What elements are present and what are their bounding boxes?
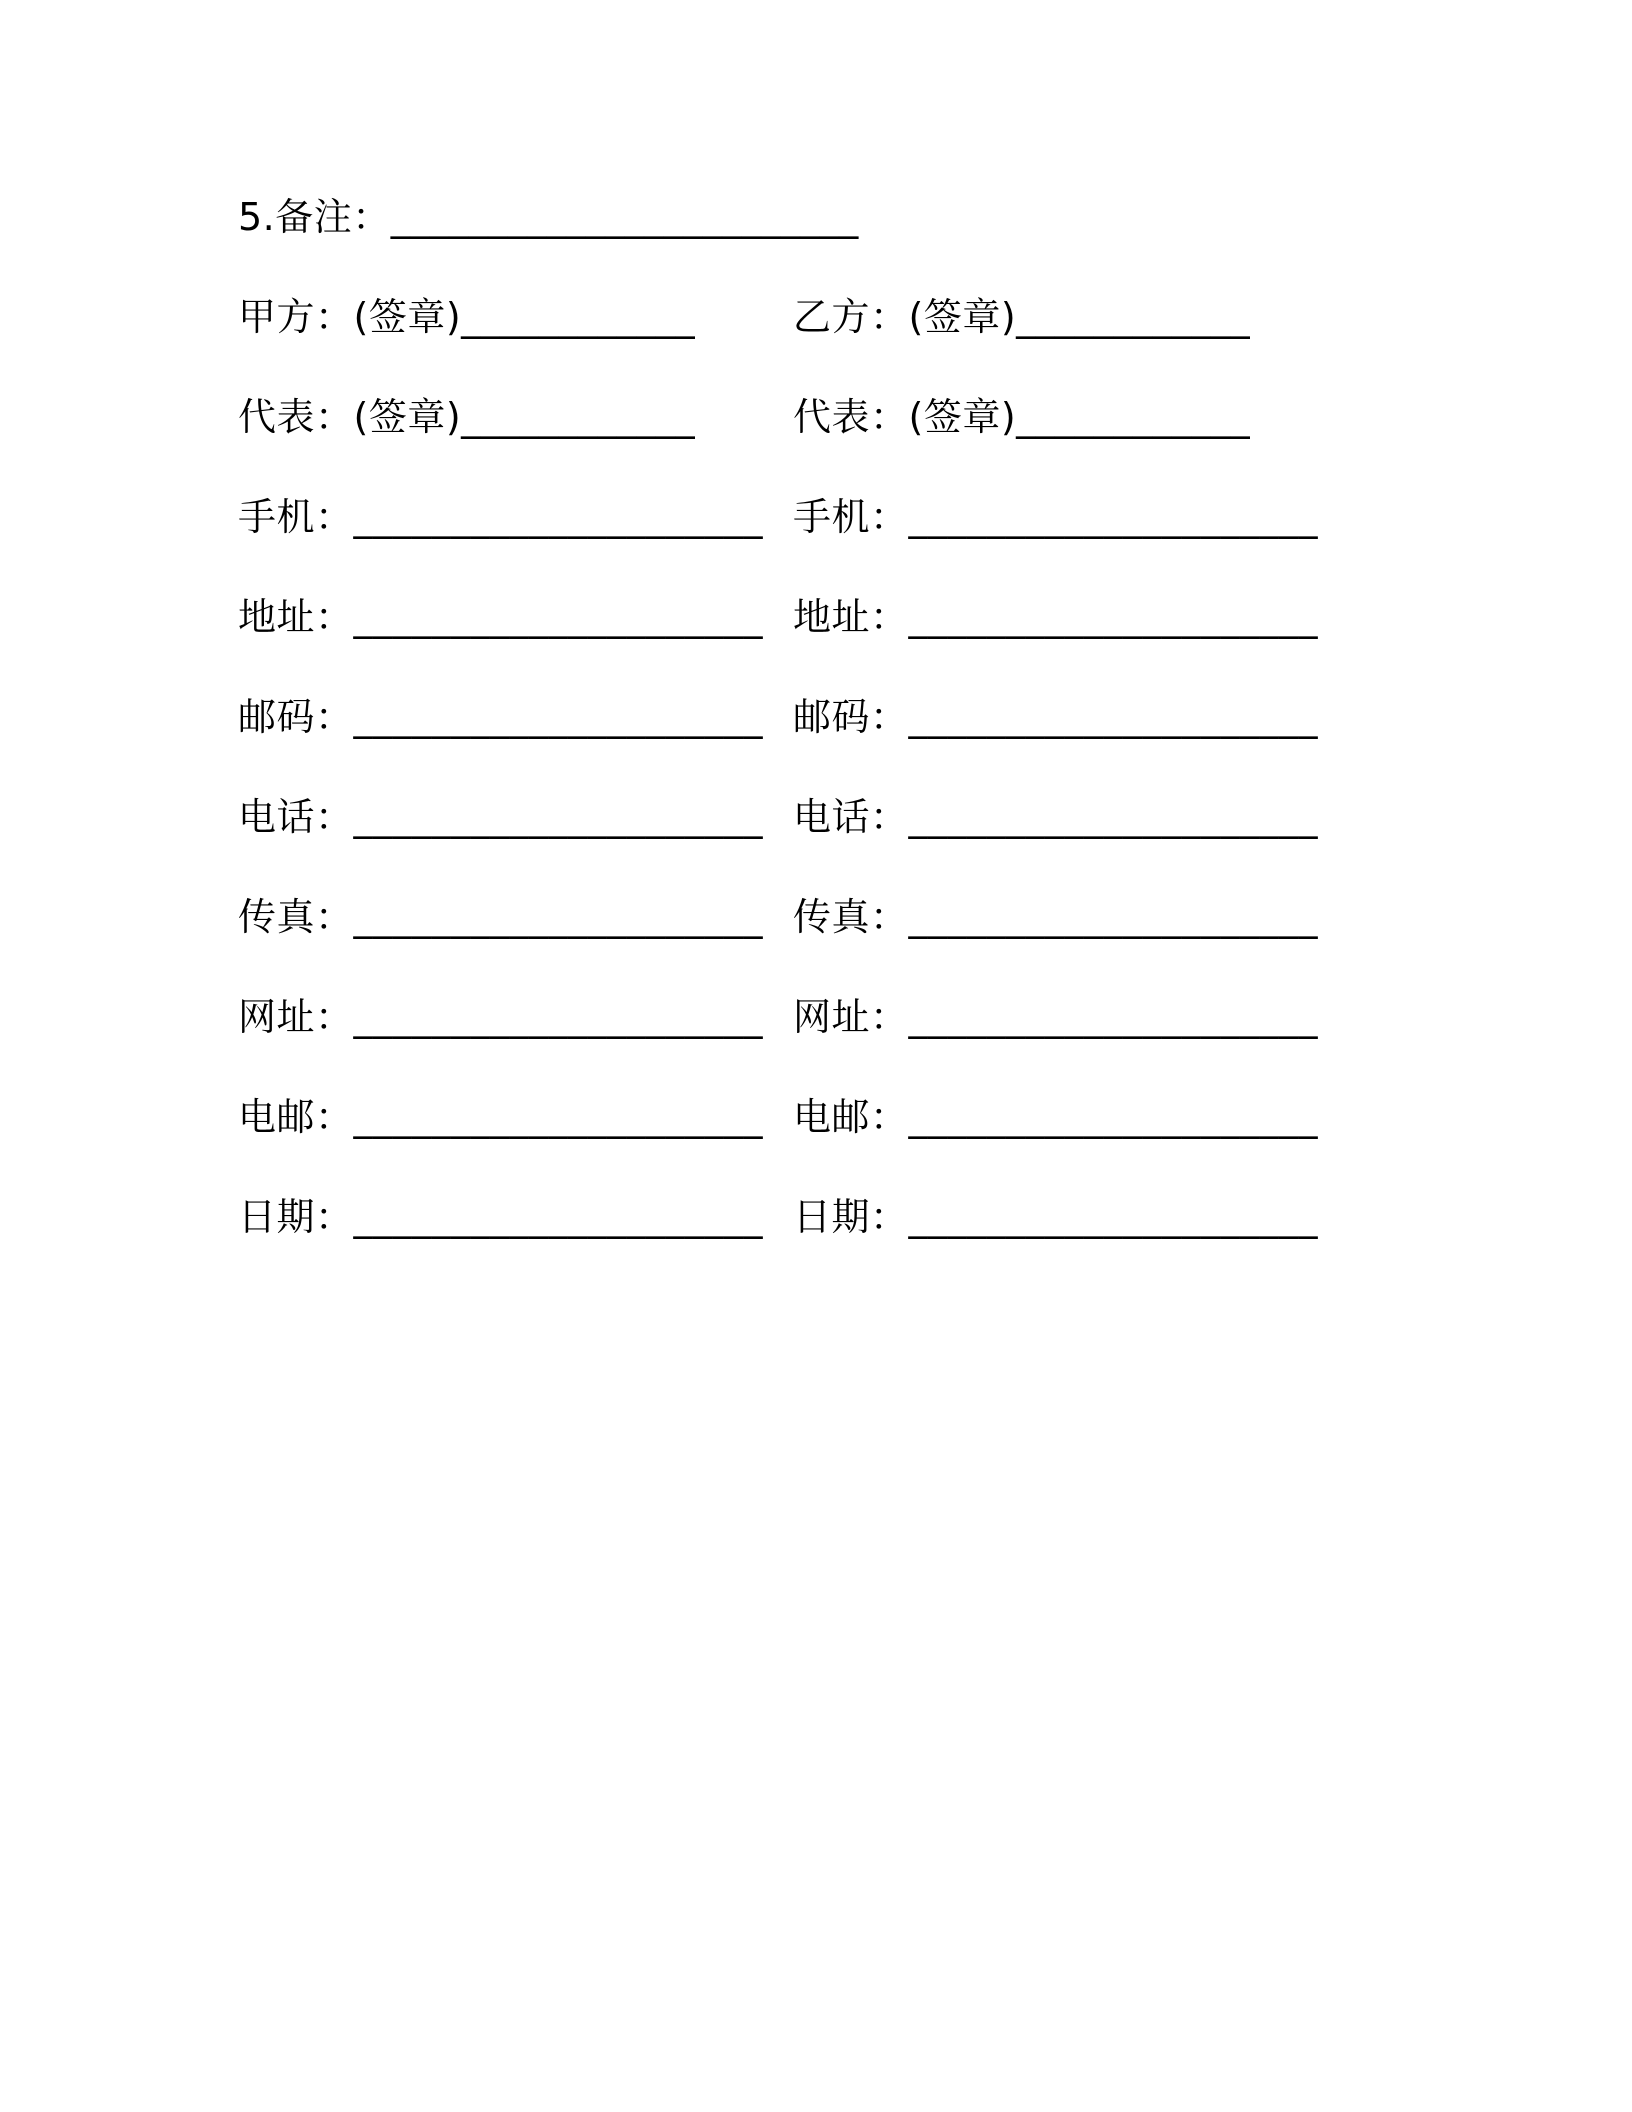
- party-a-date-line: 日期：_____________________: [238, 1195, 764, 1239]
- party-a-website-line: 网址：_____________________: [238, 995, 764, 1039]
- party-a-email-line: 电邮：_____________________: [238, 1095, 764, 1139]
- party-a-phone-line: 电话：_____________________: [238, 795, 764, 839]
- party-a-address-line: 地址：_____________________: [238, 595, 764, 639]
- party-b-email-line: 电邮：_____________________: [793, 1095, 1319, 1139]
- party-a-signature-line: 甲方：(签章)____________: [238, 295, 696, 339]
- party-b-mobile-line: 手机：_____________________: [793, 495, 1319, 539]
- party-a-mobile-line: 手机：_____________________: [238, 495, 764, 539]
- party-b-website-line: 网址：_____________________: [793, 995, 1319, 1039]
- party-a-fax-line: 传真：_____________________: [238, 895, 764, 939]
- party-b-fax-line: 传真：_____________________: [793, 895, 1319, 939]
- party-a-postcode-line: 邮码：_____________________: [238, 695, 764, 739]
- party-b-address-line: 地址：_____________________: [793, 595, 1319, 639]
- party-b-representative-line: 代表：(签章)____________: [793, 395, 1251, 439]
- party-b-phone-line: 电话：_____________________: [793, 795, 1319, 839]
- party-b-postcode-line: 邮码：_____________________: [793, 695, 1319, 739]
- party-b-signature-line: 乙方：(签章)____________: [793, 295, 1251, 339]
- note-line: 5.备注：________________________: [238, 195, 859, 239]
- party-a-representative-line: 代表：(签章)____________: [238, 395, 696, 439]
- party-b-date-line: 日期：_____________________: [793, 1195, 1319, 1239]
